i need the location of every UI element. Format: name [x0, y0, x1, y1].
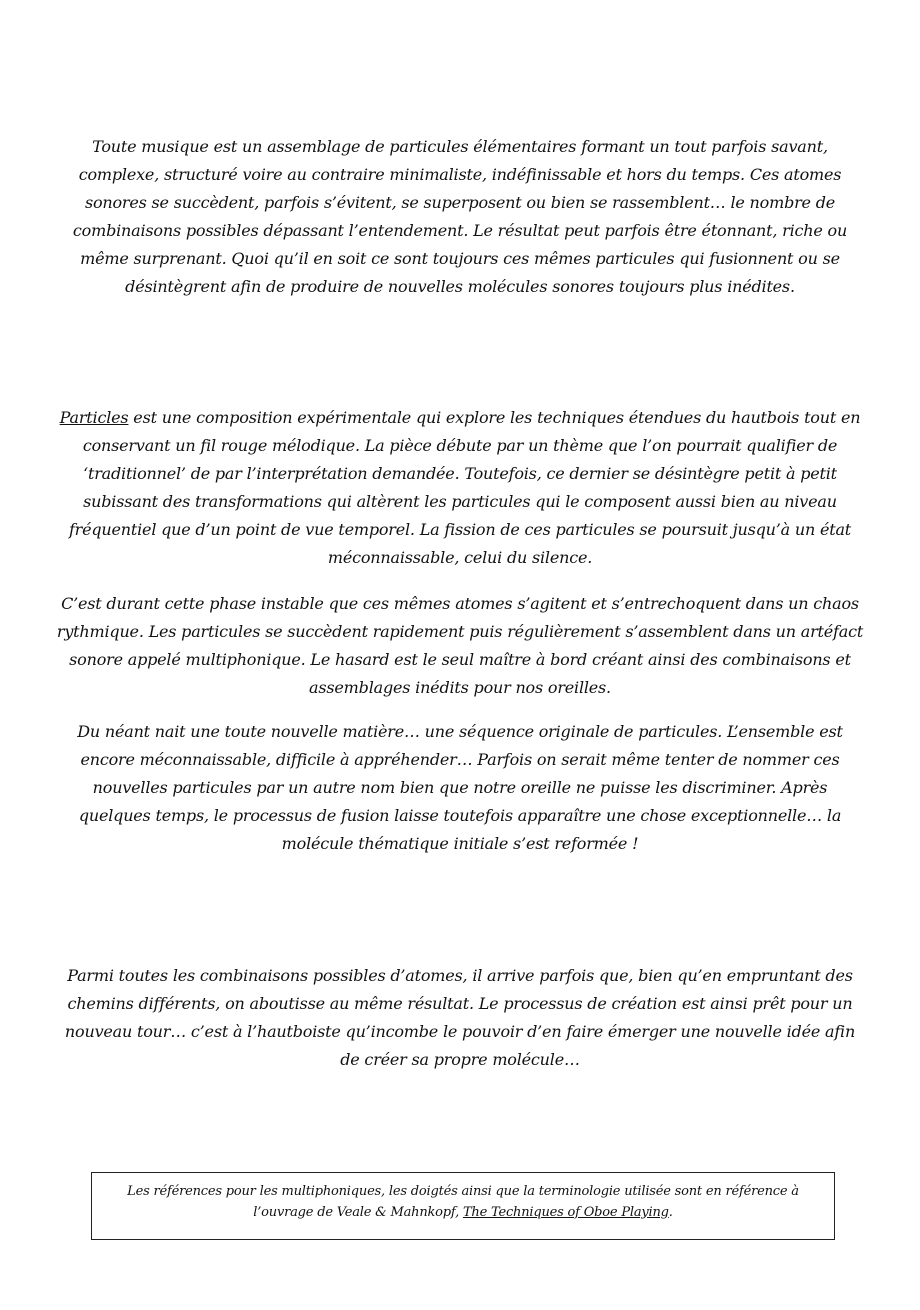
conclusion-paragraph: Parmi toutes les combinaisons possibles d’atomes, il arrive parfois que, bien qu’en empruntant des chemins différents, on aboutisse au même résultat. Le processus de création est ainsi prêt pour un nouveau tour… c’est à l’hautboiste qu’incombe le pouvoir d’en faire émerger une nouvelle idée afin de créer sa propre molécule… — [64, 966, 856, 1069]
reference-note — [106, 1181, 820, 1223]
fusion-paragraph: Du néant nait une toute nouvelle matière… une séquence originale de particules. L’ensemble est encore méconnaissable, difficile à appréhender… Parfois on serait même tenter de nommer ces nouvelles particules par un autre nom bien que notre oreille ne puisse les discriminer. Après quelques temps, le processus de fusion laisse toutefois apparaître une chose exceptionnelle… la molécule thématique initiale s’est reformée ! — [77, 722, 843, 853]
reference-book-title: The Techniques of Oboe Playing — [462, 1205, 669, 1220]
reference-box — [91, 1172, 835, 1240]
reference-text: Les références pour les multiphoniques, les doigtés ainsi que la terminologie utilisée sont en référence à l’ouvrage de Veale & Mahnkopf, — [127, 1184, 799, 1220]
chaos-paragraph: C’est durant cette phase instable que ces mêmes atomes s’agitent et s’entrechoquent dans un chaos rythmique. Les particules se succèdent rapidement puis régulièrement s’assemblent dans un artéfact sonore appelé multiphonique. Le hasard est le seul maître à bord créant ainsi des combinaisons et assemblages inédits pour nos oreilles. — [56, 594, 864, 697]
description-paragraph — [55, 404, 865, 572]
work-title: Particles — [59, 408, 129, 427]
reference-end: . — [668, 1205, 673, 1220]
intro-paragraph: Toute musique est un assemblage de particules élémentaires formant un tout parfois savant, complexe, structuré voire au contraire minimaliste, indéfinissable et hors du temps. Ces atomes sonores se succèdent, parfois s’évitent, se superposent ou bien se rassemblent… le nombre de combinaisons possibles dépassant l’entendement. Le résultat peut parfois être étonnant, riche ou même surprenant. Quoi qu’il en soit ce sont toujours ces mêmes particules qui fusionnent ou se désintègrent afin de produire de nouvelles molécules sonores toujours plus inédites. — [72, 137, 848, 296]
description-text: est une composition expérimentale qui explore les techniques étendues du hautbois tout en conservant un fil rouge mélodique. La pièce débute par un thème que l’on pourrait qualifier de ‘traditionnel’ de par l’interprétation demandée. Toutefois, ce dernier se désintègre petit à petit subissant des transformations qui altèrent les particules qui le composent aussi bien au niveau fréquentiel que d’un point de vue temporel. La fission de ces particules se poursuit jusqu’à un état méconnaissable, celui du silence. — [68, 408, 861, 567]
